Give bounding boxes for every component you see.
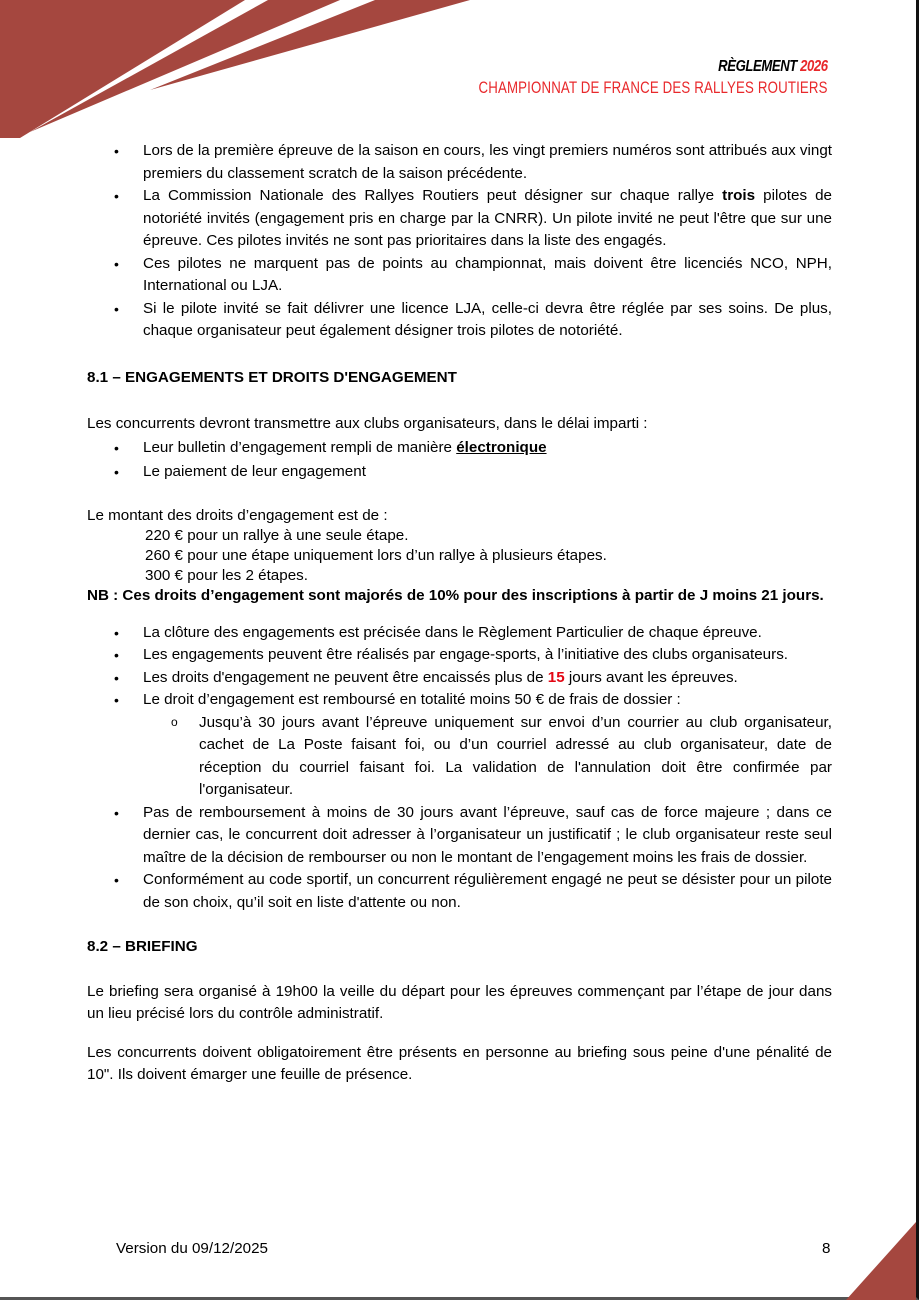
briefing-paragraph-1: Le briefing sera organisé à 19h00 la veille du départ pour les épreuves commençant par l’étape de jour dans un lieu précisé lors du contrôle administratif. — [87, 982, 832, 1022]
fee-single-stage: 220 € pour un rallye à une seule étape. — [145, 526, 409, 544]
fee-two-stages: 300 € pour les 2 étapes. — [145, 566, 308, 584]
list-item — [87, 689, 832, 802]
text-span: Le paiement de leur engagement — [143, 462, 366, 480]
header-title-year: 2026 — [800, 58, 828, 75]
text-span: Le droit d’engagement est remboursé en totalité moins 50 € de frais de dossier : — [143, 691, 681, 708]
list-item: • Les engagements peuvent être réalisés par engage-sports, à l’initiative des clubs organisateurs. — [87, 644, 832, 667]
list-item — [87, 667, 832, 690]
nb-note: NB : Ces droits d’engagement sont majorés de 10% pour des inscriptions à partir de J moins 21 jours. — [87, 586, 824, 604]
text-span: La Commission Nationale des Rallyes Routiers peut désigner sur chaque rallye — [143, 187, 723, 204]
submission-list — [87, 436, 832, 484]
document-body — [87, 140, 832, 1087]
text-span: Les droits d'engagement ne peuvent être encaissés plus de — [143, 668, 548, 686]
text-span: jours avant les épreuves. — [564, 668, 738, 686]
list-item: • Pas de remboursement à moins de 30 jours avant l’épreuve, sauf cas de force majeure ; dans ce dernier cas, le concurrent doit adresser à l’organisateur un justificatif ; le club organisateur reste seul maître de la décision de rembourser ou non le montant de l’engagement moins les frais de dossier. — [87, 802, 832, 870]
header-title — [461, 57, 828, 77]
briefing-paragraph-2: Les concurrents doivent obligatoirement être présents en personne au briefing sous peine d'une pénalité de 10". Ils doivent émarger une feuille de présence. — [87, 1043, 832, 1083]
emphasized-text: électronique — [456, 438, 547, 456]
section-heading-8-1: 8.1 – ENGAGEMENTS ET DROITS D'ENGAGEMENT — [87, 368, 457, 386]
submission-intro: Les concurrents devront transmettre aux clubs organisateurs, dans le délai imparti : — [87, 415, 648, 432]
fees-intro: Le montant des droits d’engagement est de : — [87, 506, 388, 524]
list-item — [87, 460, 832, 484]
footer-page-number: 8 — [822, 1240, 831, 1257]
highlighted-days: 15 — [547, 668, 565, 686]
text-span: pilotes de notoriété invités (engagement pris en charge par la CNRR). Un pilote invité ne peut l'être que sur une épreuve. Ces pilotes invités ne sont pas prioritaires dans la liste des engagés. — [143, 187, 832, 249]
list-item: • La clôture des engagements est précisée dans le Règlement Particulier de chaque épreuve. — [87, 622, 832, 645]
rules-list — [87, 622, 832, 915]
refund-sub-list — [143, 712, 832, 802]
footer-version: Version du 09/12/2025 — [116, 1240, 269, 1257]
list-item: • Lors de la première épreuve de la saison en cours, les vingt premiers numéros sont attribués aux vingt premiers du classement scratch de la saison précédente. — [87, 140, 832, 185]
document-header — [380, 57, 828, 99]
bold-text: trois — [722, 187, 756, 204]
intro-bullet-list — [87, 140, 832, 343]
sub-list-item: o Jusqu’à 30 jours avant l’épreuve uniquement sur envoi d’un courrier au club organisateur, cachet de La Poste faisant foi, ou d’un courriel adressé au club organisateur, date de réception du courriel faisant foi. La validation de l'annulation doit être confirmée par l'organisateur. — [143, 712, 832, 802]
list-item — [87, 185, 832, 253]
list-item: • Si le pilote invité se fait délivrer une licence LJA, celle-ci devra être réglée par ses soins. De plus, chaque organisateur peut également désigner trois pilotes de notoriété. — [87, 298, 832, 343]
list-item: • Ces pilotes ne marquent pas de points au championnat, mais doivent être licenciés NCO, NPH, International ou LJA. — [87, 253, 832, 298]
fee-one-stage-multi: 260 € pour une étape uniquement lors d’un rallye à plusieurs étapes. — [145, 546, 607, 564]
text-span: Leur bulletin d’engagement rempli de manière — [143, 438, 457, 456]
section-heading-8-2: 8.2 – BRIEFING — [87, 938, 198, 955]
list-item — [87, 436, 832, 460]
header-title-word: RÈGLEMENT — [718, 58, 798, 75]
header-subtitle: CHAMPIONNAT DE FRANCE DES RALLYES ROUTIERS — [478, 78, 828, 97]
list-item: • Conformément au code sportif, un concurrent régulièrement engagé ne peut se désister pour un pilote de son choix, qu’il soit en liste d'attente ou non. — [87, 869, 832, 914]
